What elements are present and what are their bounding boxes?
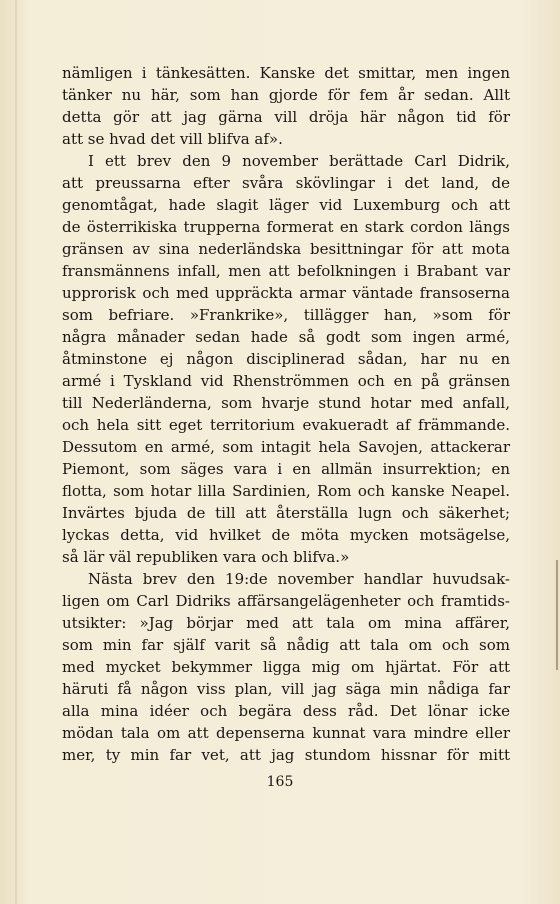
text-line: nämligen i tänkesätten. Kanske det smittar, men ingen: [62, 64, 510, 82]
paragraph-start-line: I ett brev den 9 november berättade Carl Didrik,: [88, 152, 510, 170]
text-line: som min far själf varit så nådig att tala om och som: [62, 636, 510, 654]
text-line: så lär väl republiken vara och blifva.»: [62, 548, 350, 566]
text-line: till Nederländerna, som hvarje stund hotar med anfall,: [62, 394, 510, 412]
text-line: tänker nu här, som han gjorde för fem år sedan. Allt: [62, 86, 510, 104]
text-line: häruti få någon viss plan, vill jag säga min nådiga far: [62, 680, 510, 698]
text-line: alla mina idéer och begära dess råd. Det lönar icke: [62, 702, 510, 720]
text-line: detta gör att jag gärna vill dröja här någon tid för: [62, 108, 510, 126]
text-line: genomtågat, hade slagit läger vid Luxemburg och att: [62, 196, 510, 214]
text-line: mödan tala om att depenserna kunnat vara mindre eller: [62, 724, 510, 742]
text-line: att preussarna efter svåra skövlingar i det land, de: [62, 174, 510, 192]
text-line: att se hvad det vill blifva af».: [62, 130, 283, 148]
text-line: Invärtes bjuda de till att återställa lugn och säkerhet;: [62, 504, 510, 522]
body-text: [62, 62, 510, 766]
text-line: åtminstone ej någon disciplinerad sådan, har nu en: [62, 350, 510, 368]
text-line: och hela sitt eget territorium evakueradt af främmande.: [62, 416, 510, 434]
text-line: lyckas detta, vid hvilket de möta mycken motsägelse,: [62, 526, 510, 544]
page-edge-shadow: [15, 0, 17, 904]
text-line: Piemont, som säges vara i en allmän insurrektion; en: [62, 460, 510, 478]
text-line: armé i Tyskland vid Rhenströmmen och en på gränsen: [62, 372, 510, 390]
text-line: med mycket bekymmer ligga mig om hjärtat. För att: [62, 658, 510, 676]
text-line: fransmännens infall, men att befolkningen i Brabant var: [62, 262, 510, 280]
paragraph-start-line: Nästa brev den 19:de november handlar huvudsak-: [88, 570, 510, 588]
text-line: gränsen av sina nederländska besittningar för att mota: [62, 240, 510, 258]
text-line: mer, ty min far vet, att jag stundom hissnar för mitt: [62, 746, 510, 764]
text-line: som befriare. »Frankrike», tillägger han, »som för: [62, 306, 510, 324]
text-line: flotta, som hotar lilla Sardinien, Rom och kanske Neapel.: [62, 482, 510, 500]
margin-mark: [556, 560, 558, 670]
page-number: 165: [266, 774, 294, 790]
text-line: ligen om Carl Didriks affärsangelägenheter och framtids-: [62, 592, 510, 610]
text-line: Dessutom en armé, som intagit hela Savojen, attackerar: [62, 438, 510, 456]
text-line: de österrikiska trupperna formerat en stark cordon längs: [62, 218, 510, 236]
text-line: några månader sedan hade så godt som ingen armé,: [62, 328, 510, 346]
text-line: upprorisk och med uppräckta armar väntade fransoserna: [62, 284, 510, 302]
text-line: utsikter: »Jag börjar med att tala om mina affärer,: [62, 614, 510, 632]
